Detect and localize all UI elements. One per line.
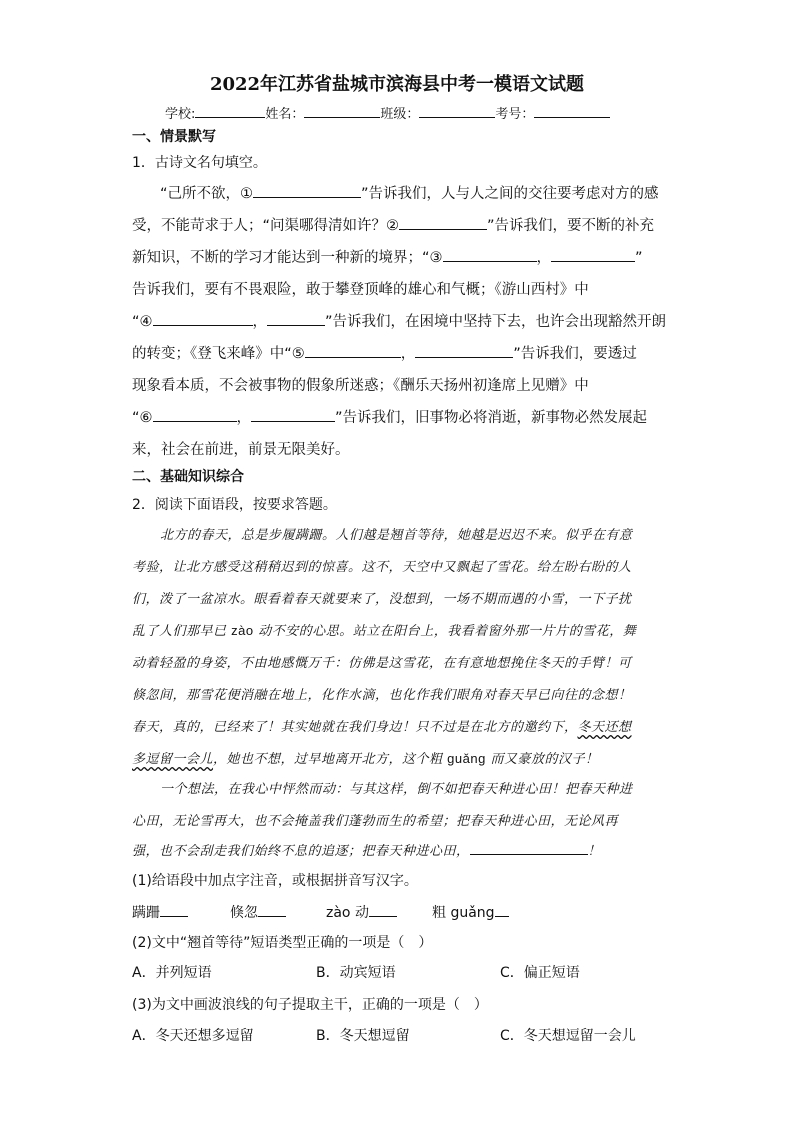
answer-blank[interactable] [470, 840, 588, 855]
fill-item: 粗 guǎng [432, 902, 509, 922]
passage-line: 北方的春天，总是步履蹒跚。人们越是翘首等待，她越是迟迟不来。似乎在有意 [160, 528, 633, 543]
number-label: 考号： [495, 107, 535, 122]
pinyin-zao: zào [231, 623, 254, 638]
class-label: 班级： [380, 107, 420, 122]
poem-line: “⑥ ， ”告诉我们，旧事物必将消逝，新事物必然发展起 [132, 406, 647, 427]
poem-line: 新知识，不断的学习才能达到一种新的境界；“③ ， ” [132, 246, 643, 267]
page-title: 2022年江苏省盐城市滨海县中考一模语文试题 [209, 74, 585, 95]
sub-question: (2)文中“翘首等待”短语类型正确的一项是（ ） [132, 935, 433, 951]
name-label: 姓名： [265, 107, 305, 122]
passage-line: 动着轻盈的身姿，不由地感慨万千：仿佛是这雪花，在有意地想挽住冬天的手臂！可 [132, 656, 632, 671]
answer-blank[interactable] [258, 902, 286, 917]
section-heading: 一、情景默写 [132, 129, 216, 145]
option-c[interactable]: C．冬天想逗留一会儿 [500, 1028, 636, 1044]
passage-line: 一个想法，在我心中怦然而动：与其这样，倒不如把春天种进心田！把春天种进 [160, 782, 633, 797]
passage-line: 心田，无论雪再大，也不会掩盖我们蓬勃而生的希望；把春天种进心田，无论风再 [132, 814, 619, 829]
section-heading: 二、基础知识综合 [132, 469, 244, 485]
sub-question: (3)为文中画波浪线的句子提取主干，正确的一项是（ ） [132, 997, 488, 1013]
passage-line: 春天，真的，已经来了！其实她就在我们身边！只不过是在北方的邀约下，冬天还想 [132, 720, 632, 735]
option-a[interactable]: A．并列短语 [132, 965, 212, 981]
passage-line: 们，泼了一盆凉水。眼看着春天就要来了，没想到，一场不期而遇的小雪，一下子扰 [132, 592, 632, 607]
name-blank[interactable] [304, 103, 380, 118]
passage-line: 乱了人们那早已 zào 动不安的心思。站立在阳台上，我看着窗外那一片片的雪花，舞 [132, 623, 637, 639]
option-b[interactable]: B．动宾短语 [316, 965, 396, 981]
number-blank[interactable] [534, 103, 610, 118]
student-info-line [165, 103, 610, 122]
passage-line: 强，也不会刮走我们始终不息的追逐；把春天种进心田， ！ [132, 840, 601, 859]
answer-blank[interactable] [153, 311, 253, 326]
option-a[interactable]: A．冬天还想多逗留 [132, 1028, 254, 1044]
wavy-sentence: 多逗留一会儿 [132, 752, 214, 767]
pinyin-guang: guǎng [447, 751, 486, 766]
answer-blank[interactable] [399, 215, 487, 230]
answer-blank[interactable] [415, 343, 513, 358]
question-stem: 1．古诗文名句填空。 [132, 155, 267, 171]
school-label: 学校: [165, 107, 196, 122]
passage-line: 多逗留一会儿，她也不想，过早地离开北方，这个粗 guǎng 而又豪放的汉子！ [132, 751, 599, 767]
passage-line: 倏忽间，那雪花便消融在地上，化作水滴，也化作我们眼角对春天早已向往的念想！ [132, 688, 632, 703]
sub-question: (1)给语段中加点字注音，或根据拼音写汉字。 [132, 873, 418, 889]
answer-blank[interactable] [160, 902, 188, 917]
fill-item: 倏忽 [230, 902, 286, 922]
class-blank[interactable] [419, 103, 495, 118]
poem-line: 现象看本质，不会被事物的假象所迷惑；《酬乐天扬州初逢席上见赠》中 [132, 378, 589, 394]
poem-line: 告诉我们，要有不畏艰险，敢于攀登顶峰的雄心和气概；《游山西村》中 [132, 282, 589, 298]
poem-line: “己所不欲，① ”告诉我们，人与人之间的交往要考虑对方的感 [160, 182, 659, 203]
fill-item: 蹒跚 [132, 902, 188, 922]
answer-blank[interactable] [153, 407, 237, 422]
poem-line: 受，不能苛求于人；“问渠哪得清如许？② ”告诉我们，要不断的补充 [132, 214, 654, 235]
fill-item: zào 动 [326, 902, 397, 922]
answer-blank[interactable] [267, 311, 325, 326]
answer-blank[interactable] [253, 183, 361, 198]
answer-blank[interactable] [551, 247, 635, 262]
option-c[interactable]: C．偏正短语 [500, 965, 580, 981]
passage-line: 考验，让北方感受这稍稍迟到的惊喜。这不，天空中又飘起了雪花。给左盼右盼的人 [132, 560, 632, 575]
wavy-sentence: 冬天还想 [577, 720, 632, 735]
option-b[interactable]: B．冬天想逗留 [316, 1028, 410, 1044]
answer-blank[interactable] [443, 247, 537, 262]
answer-blank[interactable] [369, 902, 397, 917]
poem-line: 来，社会在前进，前景无限美好。 [132, 442, 350, 458]
question-stem: 2．阅读下面语段，按要求答题。 [132, 497, 337, 513]
answer-blank[interactable] [305, 343, 401, 358]
answer-blank[interactable] [495, 902, 509, 917]
answer-blank[interactable] [251, 407, 335, 422]
poem-line: 的转变；《登飞来峰》中“⑤ ， ”告诉我们，要透过 [132, 342, 637, 363]
poem-line: “④ ， ”告诉我们，在困境中坚持下去，也许会出现豁然开朗 [132, 310, 666, 331]
school-blank[interactable] [195, 103, 265, 118]
